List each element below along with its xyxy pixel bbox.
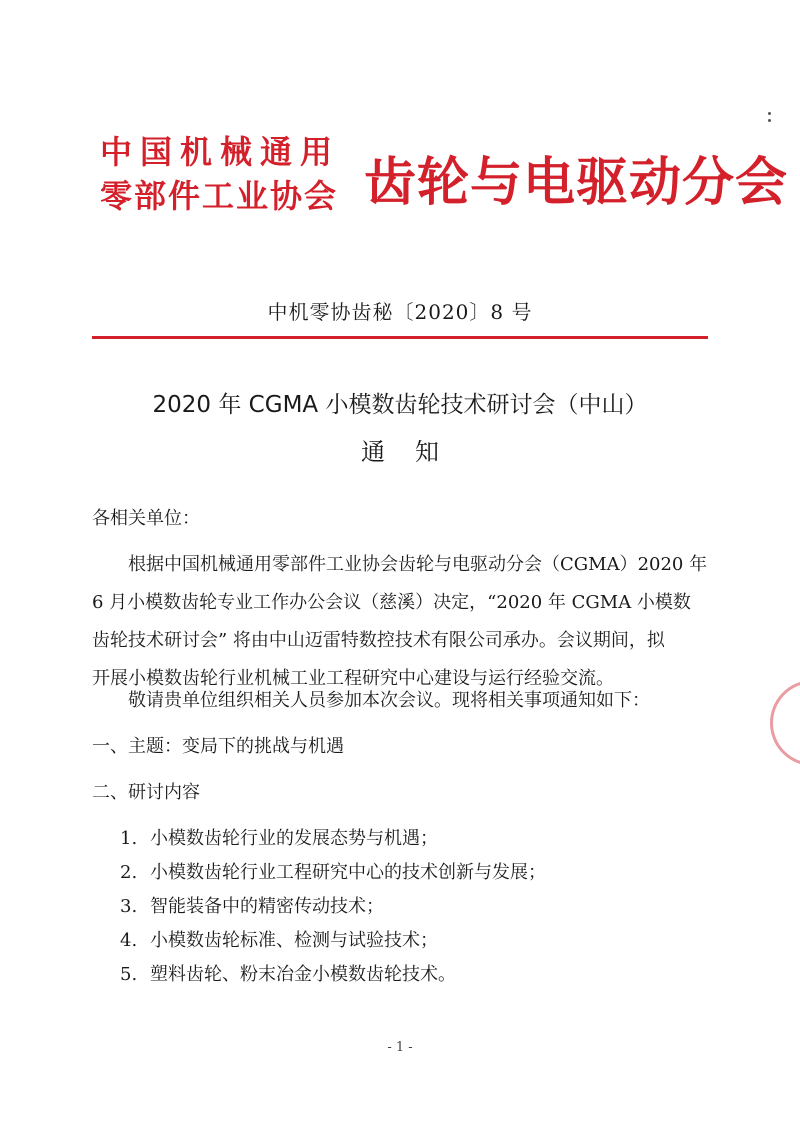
list-item (120, 958, 720, 992)
list-item (120, 890, 720, 924)
list-item (120, 856, 720, 890)
list-item-text: 智能装备中的精密传动技术； (150, 896, 384, 917)
list-item-number: 4. (120, 930, 138, 951)
notice-title: 2020 年 CGMA 小模数齿轮技术研讨会（中山） (152, 392, 648, 418)
association-name-line2: 零部件工业协会 (100, 177, 339, 215)
section-1-heading: 一、主题：变局下的挑战与机遇 (92, 736, 344, 757)
seal-stamp-edge (770, 680, 800, 766)
list-item-number: 3. (120, 896, 138, 917)
list-item-text: 塑料齿轮、粉末冶金小模数齿轮技术。 (150, 964, 456, 985)
document-number: 中机零协齿秘〔2020〕8 号 (267, 300, 533, 324)
list-item-number: 2. (120, 862, 138, 883)
scan-mark (768, 112, 774, 124)
list-item-text: 小模数齿轮标准、检测与试验技术； (150, 930, 438, 951)
list-item-text: 小模数齿轮行业的发展态势与机遇； (150, 828, 438, 849)
list-item-number: 5. (120, 964, 138, 985)
association-name (100, 130, 350, 218)
association-name-line1: 中国机械通用 (100, 133, 341, 171)
notice-subtitle: 通知 (361, 438, 469, 466)
list-item-text: 小模数齿轮行业工程研究中心的技术创新与发展； (150, 862, 546, 883)
paragraph-1-line: 齿轮技术研讨会” 将由中山迈雷特数控技术有限公司承办。会议期间，拟 (92, 630, 665, 651)
paragraph-1 (92, 546, 712, 698)
list-item (120, 822, 720, 856)
topic-list (120, 822, 720, 992)
page-number: - 1 - (387, 1040, 413, 1055)
paragraph-2: 敬请贵单位组织相关人员参加本次会议。现将相关事项通知如下： (128, 690, 650, 711)
paragraph-1-line: 6 月小模数齿轮专业工作办公会议（慈溪）决定，“2020 年 CGMA 小模数 (92, 592, 691, 613)
section-2-heading: 二、研讨内容 (92, 782, 200, 803)
branch-name: 齿轮与电驱动分会 (364, 153, 789, 213)
list-item (120, 924, 720, 958)
list-item-number: 1. (120, 828, 138, 849)
salutation: 各相关单位： (92, 508, 200, 529)
paragraph-1-line: 开展小模数齿轮行业机械工业工程研究中心建设与运行经验交流。 (92, 668, 614, 689)
paragraph-1-line: 根据中国机械通用零部件工业协会齿轮与电驱动分会（CGMA）2020 年 (128, 554, 708, 575)
red-divider-line (92, 336, 708, 339)
